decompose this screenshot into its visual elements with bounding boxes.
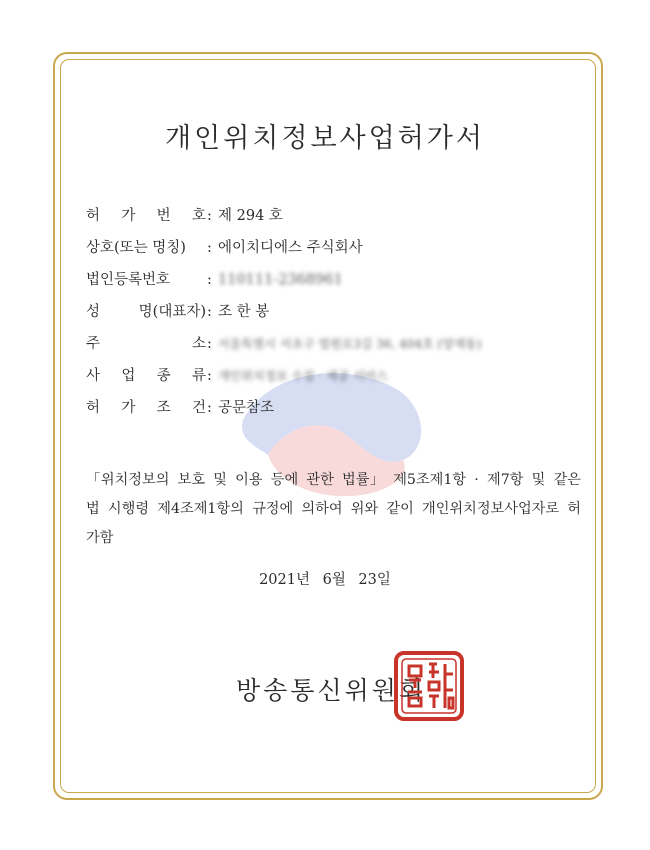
field-value: 공문참조 — [218, 400, 275, 416]
field-value: 개인위치정보 수집 · 제공 서비스 — [218, 369, 388, 383]
field-value: 제 294 호 — [218, 208, 283, 224]
field-label: 주 소 — [86, 336, 206, 352]
legal-statement: 「위치정보의 보호 및 이용 등에 관한 법률」 제5조제1항 · 제7항 및 같은 법 시행령 제4조제1항의 규정에 의하여 위와 같이 개인위치정보사업자로 허가함 — [86, 472, 581, 546]
field-label: 허 가 조 건 — [86, 400, 206, 416]
field-label: 사 업 종 류 — [86, 368, 206, 384]
field-label: 허 가 번 호 — [86, 208, 206, 224]
field-value: 서울특별시 서초구 법원로3길 36, 404호 (양재동) — [218, 337, 482, 351]
official-seal-icon — [393, 650, 465, 722]
field-label: 상호(또는 명칭) — [86, 240, 186, 256]
field-value: 에이치디에스 주식회사 — [218, 240, 363, 256]
issuer-name: 방송통신위원회 — [236, 676, 427, 705]
field-label: 성 명(대표자) — [86, 304, 206, 320]
document-title: 개인위치정보사업허가서 — [165, 123, 485, 154]
field-value: 조 한 봉 — [218, 304, 270, 320]
field-label: 법인등록번호 — [86, 272, 171, 288]
issue-date: 2021년 6월 23일 — [259, 572, 391, 588]
field-value: 110111-2368961 — [218, 272, 343, 288]
